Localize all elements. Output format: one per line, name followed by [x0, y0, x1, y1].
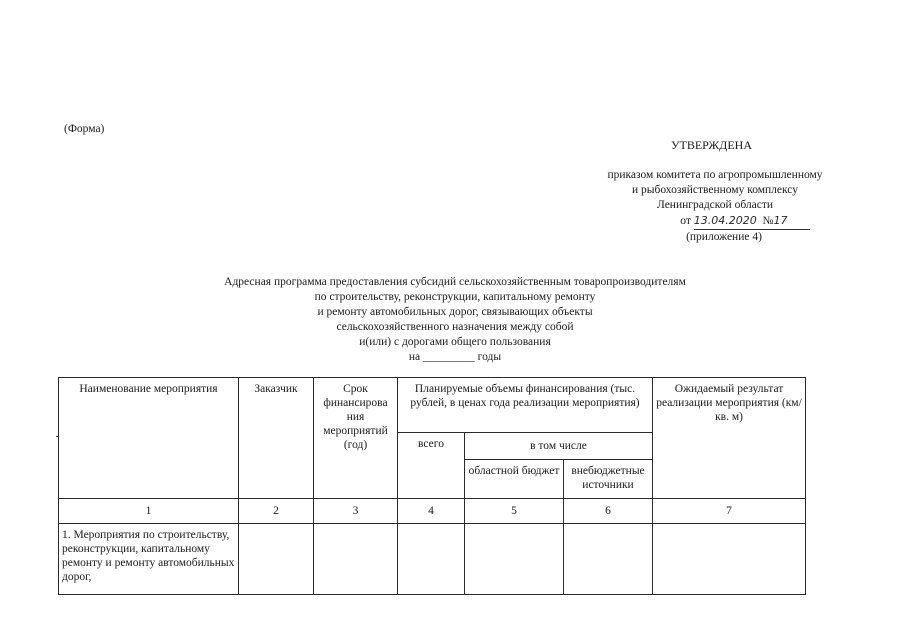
row-term [314, 524, 398, 595]
order-line-2: и рыбохозяйственному комплексу [631, 184, 799, 196]
row-expected [653, 524, 806, 595]
date-value: 13.04.2020 [693, 214, 757, 227]
order-line-3: Ленинградской области [656, 199, 774, 211]
column-number: 2 [239, 499, 314, 524]
column-number: 7 [653, 499, 806, 524]
header-term: Срок финансирова ния мероприятий (год) [314, 378, 398, 499]
title-line-2: по строительству, реконструкции, капитальному ремонту [314, 291, 596, 303]
title-line-6: на _________ годы [408, 351, 502, 363]
form-label: (Форма) [64, 123, 105, 135]
column-number: 3 [314, 499, 398, 524]
row-extrabudget [564, 524, 653, 595]
row-customer [239, 524, 314, 595]
header-extrabudget: внебюджетные источники [564, 460, 653, 499]
column-number: 1 [59, 499, 239, 524]
program-table [58, 377, 806, 595]
header-regional: областной бюджет [465, 460, 564, 499]
order-date-line [560, 213, 870, 230]
program-title [150, 275, 760, 365]
title-line-5: и(или) с дорогами общего пользования [359, 336, 551, 348]
header-row-1 [59, 378, 806, 433]
date-prefix: от [680, 215, 691, 227]
row-total [398, 524, 465, 595]
date-field [694, 213, 810, 230]
column-number: 5 [465, 499, 564, 524]
title-line-1: Адресная программа предоставления субсидий сельскохозяйственным товаропроизводителям [224, 276, 686, 288]
header-planned: Планируемые объемы финансирования (тыс. рублей, в ценах года реализации мероприятия) [398, 378, 653, 433]
order-line-1: приказом комитета по агропромышленному [607, 169, 823, 181]
approved-heading: УТВЕРЖДЕНА [671, 138, 753, 152]
column-number: 4 [398, 499, 465, 524]
table-row [59, 524, 806, 595]
header-event-name: Наименование мероприятия [59, 378, 239, 499]
number-sign: № [762, 215, 774, 227]
header-including: в том числе [465, 433, 653, 460]
row-event-name: 1. Мероприятия по строительству, реконструкции, капитальному ремонту и ремонту автомобильных дорог, [59, 524, 239, 595]
row-regional [465, 524, 564, 595]
header-customer: Заказчик [239, 378, 314, 499]
number-value: 17 [773, 214, 788, 227]
approval-block [560, 168, 870, 245]
title-line-3: и ремонту автомобильных дорог, связывающих объекты [317, 306, 593, 318]
title-line-4: сельскохозяйственного назначения между собой [336, 321, 574, 333]
header-expected: Ожидаемый результат реализации мероприятия (км/кв. м) [653, 378, 806, 499]
column-number: 6 [564, 499, 653, 524]
appendix-label: (приложение 4) [686, 231, 762, 243]
header-total: всего [398, 433, 465, 499]
column-number-row [59, 499, 806, 524]
